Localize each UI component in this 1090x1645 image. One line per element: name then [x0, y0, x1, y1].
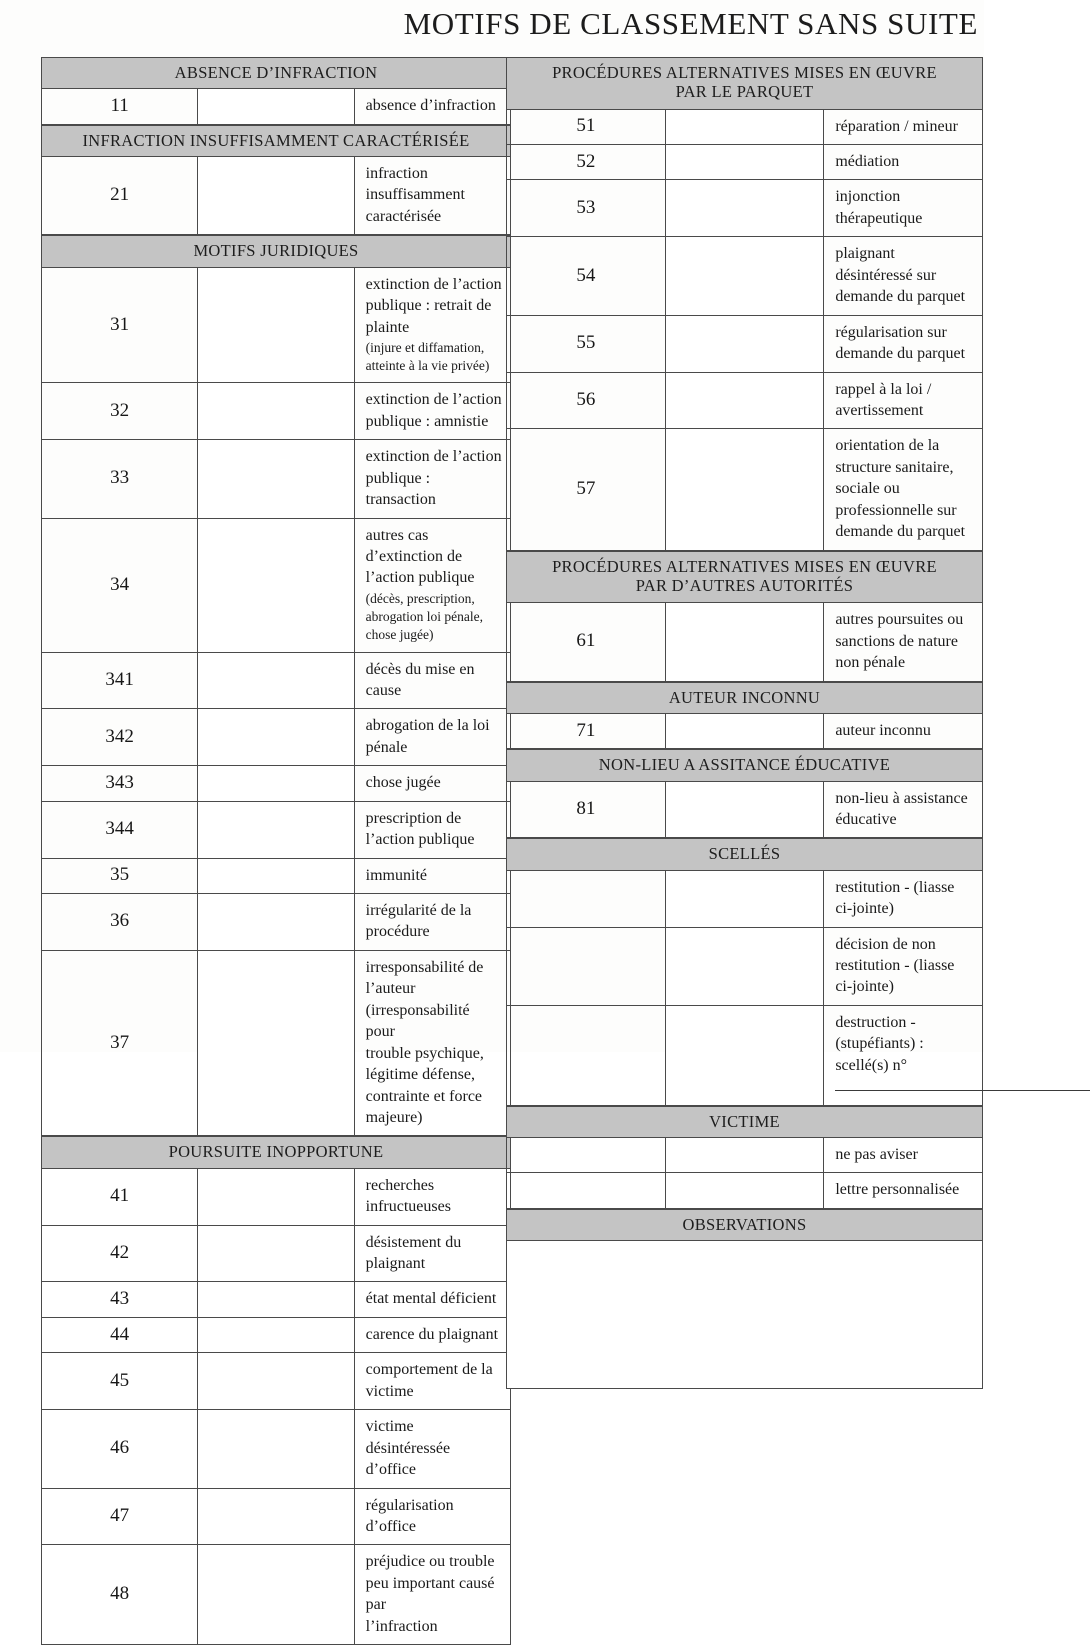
row-label-cell — [824, 927, 983, 1005]
row-checkbox-cell[interactable] — [665, 109, 824, 144]
row-checkbox-cell[interactable] — [665, 713, 824, 748]
row-checkbox-cell[interactable] — [665, 1137, 824, 1172]
row-label-line2-text: l’infraction — [365, 1617, 438, 1635]
row-code: 35 — [42, 858, 198, 893]
table-row[interactable] — [507, 713, 983, 748]
row-checkbox-cell[interactable] — [665, 603, 824, 681]
row-checkbox-cell[interactable] — [198, 1225, 354, 1282]
section-table — [41, 235, 511, 1136]
row-label-cell — [354, 766, 510, 801]
row-label: régularisation d’office — [365, 1496, 454, 1535]
table-row[interactable] — [42, 1545, 511, 1645]
row-checkbox-cell[interactable] — [198, 383, 354, 440]
row-code: 51 — [507, 109, 666, 144]
table-row[interactable] — [42, 440, 511, 518]
row-label: infraction insuffisamment caractérisée — [365, 165, 465, 225]
row-checkbox-cell[interactable] — [198, 766, 354, 801]
row-label-cell — [824, 781, 983, 838]
row-code: 36 — [42, 894, 198, 951]
row-label: recherches infructueuses — [365, 1176, 451, 1216]
section-table — [41, 1136, 511, 1645]
row-label: absence d’infraction — [365, 97, 496, 115]
section-header-line2: PAR D’AUTRES AUTORITÉS — [635, 575, 854, 595]
table-row[interactable] — [42, 766, 511, 801]
row-label: lettre personnalisée — [835, 1181, 960, 1199]
row-label-line2 — [366, 1616, 502, 1637]
row-label-cell — [354, 1410, 510, 1488]
row-code: 52 — [507, 145, 666, 180]
row-code: 37 — [42, 950, 198, 1136]
row-label: rappel à la loi / avertissement — [835, 380, 932, 419]
row-label: désistement du plaignant — [365, 1233, 462, 1273]
observations-area[interactable] — [507, 1241, 983, 1389]
row-label-cell — [824, 603, 983, 681]
section-header-row — [42, 1137, 511, 1168]
row-label: carence du plaignant — [365, 1325, 499, 1343]
row-checkbox-cell[interactable] — [665, 237, 824, 315]
row-label: prescription de l’action publique — [365, 809, 475, 849]
row-label-line2 — [835, 500, 974, 543]
row-label-cell — [824, 429, 983, 550]
table-row[interactable] — [507, 237, 983, 315]
row-code: 33 — [42, 440, 198, 518]
row-label-cell — [824, 713, 983, 748]
section-table — [506, 1209, 983, 1389]
row-label: régularisation sur demande du parquet — [835, 323, 966, 363]
table-row[interactable] — [42, 1168, 511, 1225]
table-row[interactable] — [507, 180, 983, 237]
row-label-cell — [354, 1168, 510, 1225]
observations-row[interactable] — [507, 1241, 983, 1389]
section-header-row — [507, 682, 983, 713]
row-checkbox-cell[interactable] — [198, 1488, 354, 1545]
row-label: autres poursuites ou sanctions de nature non pénale — [835, 611, 964, 672]
section-header-row — [507, 58, 983, 110]
row-code: 42 — [42, 1225, 198, 1282]
table-row[interactable] — [42, 801, 511, 858]
table-row[interactable] — [42, 267, 511, 383]
row-label-cell — [354, 894, 510, 951]
table-row[interactable] — [507, 315, 983, 372]
row-code: 32 — [42, 383, 198, 440]
row-label-cell — [354, 267, 510, 383]
table-row[interactable] — [507, 927, 983, 1005]
row-label-line2 — [366, 1043, 502, 1129]
row-label: réparation / mineur — [835, 117, 958, 135]
row-checkbox-cell[interactable] — [198, 1545, 354, 1645]
row-checkbox-cell[interactable] — [665, 927, 824, 1005]
row-label: extinction de l’action publique : amnistie — [365, 391, 502, 430]
row-label: extinction de l’action publique : retrait de plainte — [365, 275, 502, 336]
row-code: 41 — [42, 1168, 198, 1225]
row-code: 48 — [42, 1545, 198, 1645]
row-code — [507, 927, 666, 1005]
section-header: ABSENCE D’INFRACTION — [42, 58, 511, 89]
row-code: 81 — [507, 781, 666, 838]
row-checkbox-cell[interactable] — [198, 858, 354, 893]
row-label-sub: (injure et diffamation, atteinte à la vie privée) — [365, 339, 490, 374]
row-code: 57 — [507, 429, 666, 550]
section-header: OBSERVATIONS — [507, 1209, 983, 1240]
row-checkbox-cell[interactable] — [665, 870, 824, 927]
row-label-cell — [354, 383, 510, 440]
row-label: préjudice ou trouble peu important causé par — [365, 1553, 495, 1614]
row-checkbox-cell[interactable] — [198, 1168, 354, 1225]
row-label-cell — [354, 858, 510, 893]
right-column — [506, 57, 983, 1389]
section-header-row — [507, 1209, 983, 1240]
row-code: 342 — [42, 709, 198, 766]
row-code: 31 — [42, 267, 198, 383]
row-checkbox-cell[interactable] — [665, 1173, 824, 1208]
row-label: comportement de la victime — [365, 1361, 493, 1400]
section-header: SCELLÉS — [507, 839, 983, 870]
row-label-cell — [354, 1353, 510, 1410]
row-code — [507, 1173, 666, 1208]
section-table — [41, 57, 511, 125]
row-label: orientation de la structure sanitaire, sociale ou — [835, 437, 954, 498]
row-checkbox-cell[interactable] — [665, 1005, 824, 1105]
table-row[interactable] — [42, 709, 511, 766]
section-table — [506, 682, 983, 750]
row-code: 43 — [42, 1282, 198, 1317]
row-label: décision de non restitution - (liasse ci-jointe) — [835, 935, 955, 996]
row-code: 344 — [42, 801, 198, 858]
section-table — [506, 1106, 983, 1209]
section-header-row — [507, 1106, 983, 1137]
row-checkbox-cell[interactable] — [198, 267, 354, 383]
row-label: injonction thérapeutique — [835, 188, 923, 227]
row-code: 21 — [42, 157, 198, 235]
table-row[interactable] — [507, 109, 983, 144]
row-label: chose jugée — [365, 774, 441, 792]
row-label-cell — [824, 237, 983, 315]
row-checkbox-cell[interactable] — [198, 950, 354, 1136]
row-label-cell — [354, 1545, 510, 1645]
table-row[interactable] — [42, 518, 511, 652]
row-code: 343 — [42, 766, 198, 801]
row-checkbox-cell[interactable] — [198, 1410, 354, 1488]
row-checkbox-cell[interactable] — [665, 315, 824, 372]
section-header: POURSUITE INOPPORTUNE — [42, 1137, 511, 1168]
table-row[interactable] — [42, 1282, 511, 1317]
fill-in-blank[interactable] — [835, 1078, 1090, 1091]
row-label-cell — [824, 145, 983, 180]
row-checkbox-cell[interactable] — [665, 781, 824, 838]
section-table — [506, 749, 983, 838]
row-checkbox-cell[interactable] — [198, 518, 354, 652]
table-row[interactable] — [42, 894, 511, 951]
row-code: 45 — [42, 1353, 198, 1410]
section-table — [506, 551, 983, 682]
table-row[interactable] — [42, 950, 511, 1136]
row-checkbox-cell[interactable] — [665, 372, 824, 429]
row-code: 56 — [507, 372, 666, 429]
section-header-row — [42, 236, 511, 267]
row-checkbox-cell[interactable] — [198, 1317, 354, 1352]
row-label-cell — [354, 1282, 510, 1317]
table-row[interactable] — [507, 603, 983, 681]
row-label-cell — [354, 157, 510, 235]
section-header-row — [507, 839, 983, 870]
row-label-cell — [354, 440, 510, 518]
section-table — [506, 57, 983, 551]
row-code: 11 — [42, 89, 198, 124]
row-code: 71 — [507, 713, 666, 748]
row-label-line2-text: scellé(s) n° — [835, 1056, 908, 1074]
row-label: irrégularité de la procédure — [365, 902, 472, 941]
table-row[interactable] — [42, 1317, 511, 1352]
row-label-cell — [824, 1005, 983, 1105]
row-code: 54 — [507, 237, 666, 315]
row-label: irresponsabilité de l’auteur (irresponsabilité pour — [365, 958, 484, 1041]
row-code: 47 — [42, 1488, 198, 1545]
section-header-row — [507, 551, 983, 603]
table-row[interactable] — [507, 870, 983, 927]
row-label-cell — [824, 180, 983, 237]
table-row[interactable] — [507, 1173, 983, 1208]
row-label: état mental déficient — [365, 1290, 497, 1308]
table-row[interactable] — [507, 429, 983, 550]
row-label: immunité — [365, 866, 427, 884]
row-label: médiation — [835, 153, 900, 171]
table-row[interactable] — [42, 1488, 511, 1545]
table-row[interactable] — [42, 89, 511, 124]
section-header: NON-LIEU A ASSITANCE ÉDUCATIVE — [507, 750, 983, 781]
row-label-cell — [824, 372, 983, 429]
row-code: 341 — [42, 652, 198, 709]
row-label: décès du mise en cause — [365, 660, 475, 699]
table-row[interactable] — [507, 145, 983, 180]
section-header-row — [42, 58, 511, 89]
section-header-row — [42, 125, 511, 156]
table-row[interactable] — [42, 157, 511, 235]
row-code: 46 — [42, 1410, 198, 1488]
row-label-cell — [354, 1488, 510, 1545]
row-label-cell — [354, 652, 510, 709]
row-label: ne pas aviser — [835, 1145, 918, 1163]
row-label: auteur inconnu — [835, 721, 931, 739]
row-checkbox-cell[interactable] — [198, 709, 354, 766]
row-code: 44 — [42, 1317, 198, 1352]
row-code — [507, 870, 666, 927]
section-header-line2: PAR LE PARQUET — [675, 82, 814, 102]
row-checkbox-cell[interactable] — [198, 157, 354, 235]
row-checkbox-cell[interactable] — [665, 429, 824, 550]
row-checkbox-cell[interactable] — [198, 801, 354, 858]
row-label-line2 — [835, 1055, 974, 1098]
row-label-cell — [354, 518, 510, 652]
table-row[interactable] — [42, 383, 511, 440]
table-row[interactable] — [42, 652, 511, 709]
table-row[interactable] — [507, 781, 983, 838]
row-label-cell — [824, 109, 983, 144]
table-row[interactable] — [507, 1137, 983, 1172]
row-label: plaignant désintéressé sur demande du parquet — [835, 245, 966, 306]
page-title: MOTIFS DE CLASSEMENT SANS SUITE — [403, 6, 978, 41]
document-title-bar — [0, 0, 984, 48]
row-checkbox-cell[interactable] — [198, 89, 354, 124]
row-label-cell — [354, 801, 510, 858]
table-row[interactable] — [42, 1225, 511, 1282]
row-checkbox-cell[interactable] — [665, 180, 824, 237]
section-header: PROCÉDURES ALTERNATIVES MISES EN ŒUVRE PAR D’AUTRES AUTORITÉS — [507, 551, 983, 603]
row-checkbox-cell[interactable] — [665, 145, 824, 180]
section-header: INFRACTION INSUFFISAMMENT CARACTÉRISÉE — [42, 125, 511, 156]
section-header: MOTIFS JURIDIQUES — [42, 236, 511, 267]
row-code: 53 — [507, 180, 666, 237]
row-checkbox-cell[interactable] — [198, 1353, 354, 1410]
section-table — [41, 125, 511, 236]
row-checkbox-cell[interactable] — [198, 652, 354, 709]
row-label-cell — [354, 709, 510, 766]
row-label-line2-text: professionnelle sur demande du parquet — [835, 501, 966, 541]
row-code — [507, 1137, 666, 1172]
row-label-cell — [824, 870, 983, 927]
table-row[interactable] — [507, 1005, 983, 1105]
row-label: destruction - (stupéfiants) : — [835, 1013, 924, 1053]
row-label-cell — [354, 1317, 510, 1352]
row-label: autres cas d’extinction de l’action publique — [365, 526, 475, 587]
row-code: 34 — [42, 518, 198, 652]
row-label: restitution - (liasse ci-jointe) — [835, 878, 955, 918]
row-label: victime désintéressée d’office — [365, 1418, 451, 1479]
row-label-line2-text: trouble psychique, légitime défense, contrainte et force majeure) — [365, 1044, 484, 1126]
row-label: extinction de l’action publique : transaction — [365, 448, 502, 509]
left-column — [41, 57, 511, 1645]
row-label-cell — [354, 1225, 510, 1282]
row-checkbox-cell[interactable] — [198, 1282, 354, 1317]
table-row[interactable] — [42, 858, 511, 893]
row-label-cell — [354, 950, 510, 1136]
row-label: non-lieu à assistance éducative — [835, 789, 968, 828]
table-row[interactable] — [42, 1353, 511, 1410]
row-label-cell — [354, 89, 510, 124]
row-label-cell — [824, 1137, 983, 1172]
row-label: abrogation de la loi pénale — [365, 717, 490, 756]
row-label-sub: (décès, prescription, abrogation loi pénale, chose jugée) — [365, 590, 483, 643]
section-header-row — [507, 750, 983, 781]
section-header: PROCÉDURES ALTERNATIVES MISES EN ŒUVRE PAR LE PARQUET — [507, 58, 983, 110]
section-header: VICTIME — [507, 1106, 983, 1137]
row-code: 55 — [507, 315, 666, 372]
section-table — [506, 838, 983, 1105]
row-label-cell — [824, 1173, 983, 1208]
section-header: AUTEUR INCONNU — [507, 682, 983, 713]
row-code — [507, 1005, 666, 1105]
row-checkbox-cell[interactable] — [198, 440, 354, 518]
table-row[interactable] — [42, 1410, 511, 1488]
row-checkbox-cell[interactable] — [198, 894, 354, 951]
row-code: 61 — [507, 603, 666, 681]
row-label-cell — [824, 315, 983, 372]
table-row[interactable] — [507, 372, 983, 429]
